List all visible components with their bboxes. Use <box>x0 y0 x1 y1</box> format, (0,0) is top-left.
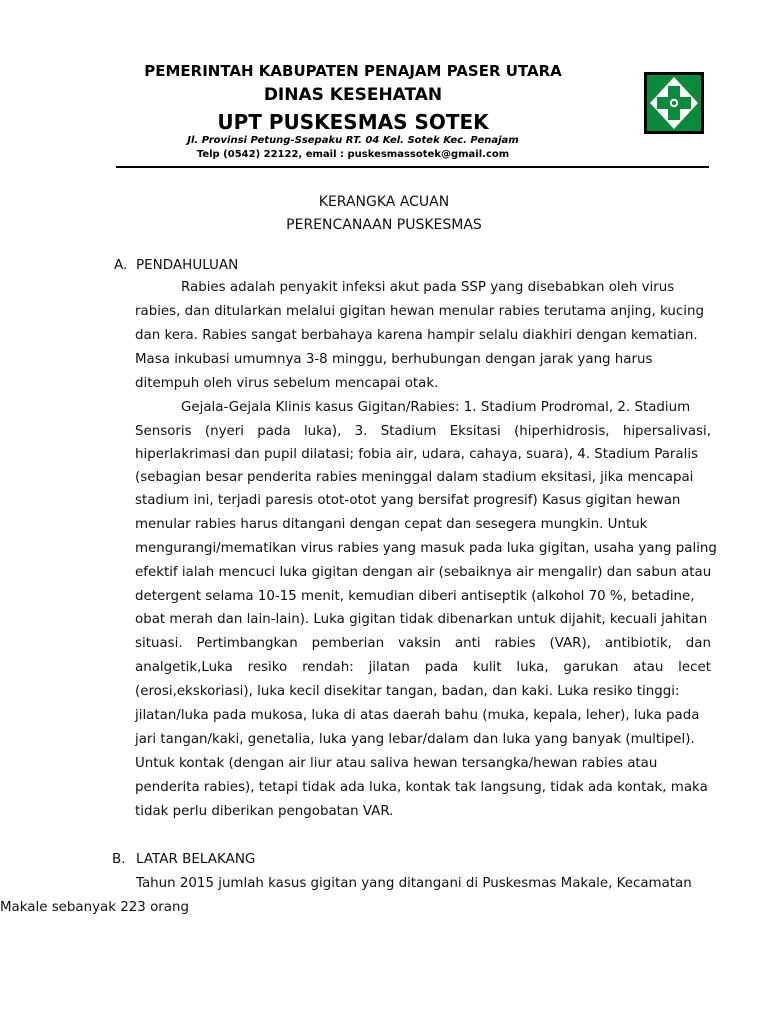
section-a-line: efektif ialah mencuci luka gigitan dengan air (sebaiknya air mengalir) dan sabun atau <box>135 565 712 580</box>
letterhead-address: Jl. Provinsi Petung-Ssepaku RT. 04 Kel. Sotek Kec. Penajam <box>187 135 519 146</box>
section-a-line: mengurangi/mematikan virus rabies yang masuk pada luka gigitan, usaha yang paling <box>135 541 717 556</box>
puskesmas-logo-icon <box>644 72 704 134</box>
section-a-line: Masa inkubasi umumnya 3-8 minggu, berhubungan dengan jarak yang harus <box>135 352 653 367</box>
section-a-line: jari tangan/kaki, genetalia, luka yang lebar/dalam dan luka yang banyak (multipel). <box>135 732 695 747</box>
section-b-line: Makale sebanyak 223 orang <box>0 900 189 915</box>
section-a-line: stadium ini, terjadi paresis otot-otot yang bersifat progresif) Kasus gigitan hewan <box>135 493 681 508</box>
section-a-heading: PENDAHULUAN <box>136 257 239 273</box>
section-a-line: Gejala-Gejala Klinis kasus Gigitan/Rabies: 1. Stadium Prodromal, 2. Stadium <box>181 400 691 415</box>
section-a-line: hiperlakrimasi dan pupil dilatasi; fobia air, udara, cahaya, suara), 4. Stadium Paralis <box>135 447 699 462</box>
section-a-marker: A. <box>114 257 128 273</box>
section-a-line: (sebagian besar penderita rabies meninggal dalam stadium eksitasi, jika mencapai <box>135 470 694 485</box>
section-a-line: Untuk kontak (dengan air liur atau saliva hewan tersangka/hewan rabies atau <box>135 756 658 771</box>
section-a-line: tidak perlu diberikan pengobatan VAR. <box>135 804 394 819</box>
letterhead-department: DINAS KESEHATAN <box>263 85 443 105</box>
section-a-line: (erosi,ekskoriasi), luka kecil disekitar tangan, badan, dan kaki. Luka resiko tinggi: <box>135 684 680 699</box>
section-a-line: dan kera. Rabies sangat berbahaya karena hampir selalu diakhiri dengan kematian. <box>135 328 698 343</box>
letterhead-government: PEMERINTAH KABUPATEN PENAJAM PASER UTARA <box>144 62 562 80</box>
section-a-line: Rabies adalah penyakit infeksi akut pada SSP yang disebabkan oleh virus <box>181 280 675 295</box>
letterhead-unit: UPT PUSKESMAS SOTEK <box>217 110 489 134</box>
section-b-heading: LATAR BELAKANG <box>136 851 256 867</box>
section-a-line: menular rabies harus ditangani dengan cepat dan sesegera mungkin. Untuk <box>135 517 648 532</box>
section-a-line: Sensoris (nyeri pada luka), 3. Stadium Eksitasi (hiperhidrosis, hipersalivasi, <box>135 424 711 439</box>
letterhead-contact: Telp (0542) 22122, email : puskesmassotek@gmail.com <box>196 149 510 160</box>
section-a-line: rabies, dan ditularkan melalui gigitan hewan menular rabies terutama anjing, kucing <box>135 304 704 319</box>
letterhead-divider <box>116 166 709 168</box>
section-a-line: situasi. Pertimbangkan pemberian vaksin anti rabies (VAR), antibiotik, dan <box>135 636 711 651</box>
section-b-marker: B. <box>112 851 126 867</box>
section-a-line: jilatan/luka pada mukosa, luka di atas daerah bahu (muka, kepala, leher), luka pada <box>135 708 700 723</box>
section-a-line: ditempuh oleh virus sebelum mencapai otak. <box>135 376 439 391</box>
section-a-line: penderita rabies), tetapi tidak ada luka, kontak tak langsung, tidak ada kontak, maka <box>135 780 708 795</box>
section-a-line: analgetik,Luka resiko rendah: jilatan pada kulit luka, garukan atau lecet <box>135 660 711 675</box>
section-a-line: detergent selama 10-15 menit, kemudian diberi antiseptik (alkohol 70 %, betadine, <box>135 589 695 604</box>
section-b-line: Tahun 2015 jumlah kasus gigitan yang ditangani di Puskesmas Makale, Kecamatan <box>136 876 692 891</box>
document-subtitle: PERENCANAAN PUSKESMAS <box>286 217 482 233</box>
document-title: KERANGKA ACUAN <box>318 194 450 210</box>
section-a-line: obat merah dan lain-lain). Luka gigitan tidak dibenarkan untuk dijahit, kecuali jahitan <box>135 612 708 627</box>
